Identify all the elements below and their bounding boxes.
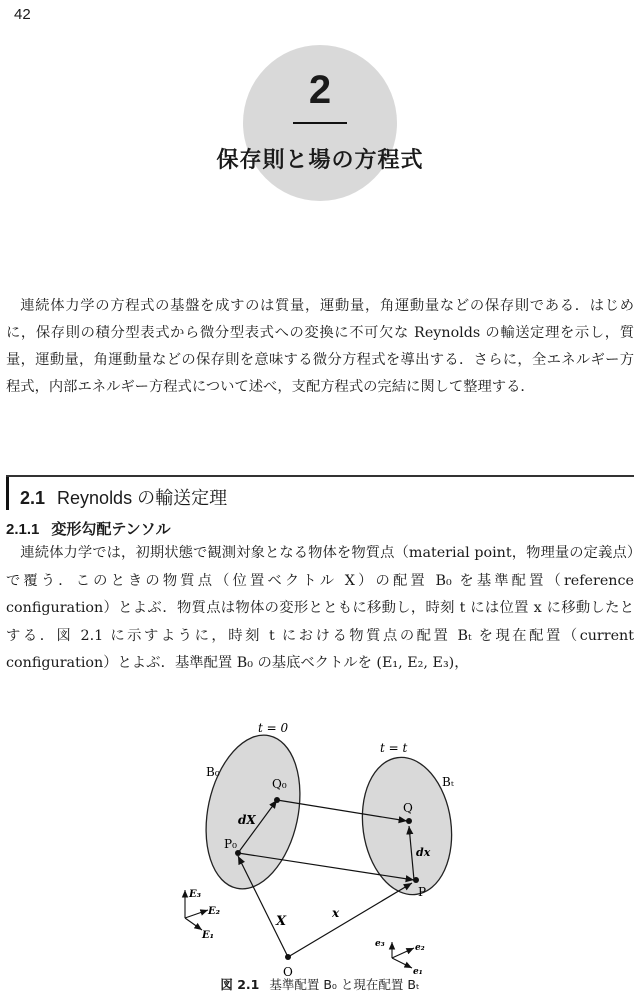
configuration-diagram [170,720,470,980]
caption-text: 基準配置 B₀ と現在配置 Bₜ [269,977,420,992]
body-paragraph: 連続体力学では，初期状態で観測対象となる物体を物質点（material point，物理量の定義点）で覆う．このときの物質点（位置ベクトル X）の配置 B₀ を基準配置（reference configuration）とよぶ．物質点は物体の変形とともに移動し，時刻 t には位置 x に移動したとする．図 2.1 に示すように，時刻 t における物質点の配置 Bₜ を現在配置（current configuration）とよぶ．基準配置 B₀ の基底ベクトルを (E₁, E₂, E₃)， [6,545,634,671]
svg-text:E₂: E₂ [208,906,221,917]
svg-text:t = 0: t = 0 [258,721,289,735]
svg-text:dx: dx [416,846,431,859]
svg-text:t = t: t = t [380,741,408,755]
reference-body-ellipse [193,726,313,897]
svg-text:e₂: e₂ [415,943,425,953]
figure-2-1 [170,720,470,980]
subsection-title: 変形勾配テンソル [51,521,171,538]
section-title: Reynolds の輸送定理 [57,488,228,508]
svg-text:e₃: e₃ [375,939,385,949]
svg-text:X: X [276,914,287,929]
svg-text:x: x [332,906,340,920]
chapter-number: 2 [308,68,332,112]
subsection-number: 2.1.1 [6,521,40,538]
section-number: 2.1 [20,488,46,508]
chapter-title: 保存則と場の方程式 [216,148,424,173]
intro-paragraph: 連続体力学の方程式の基盤を成すのは質量，運動量，角運動量などの保存則である．はじめに，保存則の積分型表式から微分型表式への変換に不可欠な Reynolds の輸送定理を示し，質量，運動量，角運動量などの保存則を意味する微分方程式を導出する．さらに，全エネルギー方程式，内部エネルギー方程式について述べ，支配方程式の完結に関して整理する． [6,298,634,395]
svg-text:B₀: B₀ [206,765,220,779]
section-divider [6,475,634,477]
current-body-ellipse [354,752,460,901]
svg-text:E₃: E₃ [189,889,202,900]
svg-text:E₁: E₁ [202,930,215,941]
svg-text:e₁: e₁ [413,967,423,977]
page-number: 42 [14,6,31,23]
svg-text:P: P [418,885,427,899]
chapter-intro [6,293,634,401]
svg-text:O: O [283,965,293,979]
svg-text:Q: Q [403,801,413,815]
caption-number: 図 2.1 [220,977,260,992]
section-heading [20,484,227,510]
svg-text:Q₀: Q₀ [272,777,287,791]
svg-text:Bₜ: Bₜ [442,775,454,789]
svg-text:P₀: P₀ [224,837,237,851]
section-marker-bar [6,477,9,510]
subsection-heading [6,518,171,539]
chapter-divider [293,122,347,124]
body-text [6,540,634,678]
svg-text:dX: dX [238,813,256,827]
figure-caption [0,975,640,993]
